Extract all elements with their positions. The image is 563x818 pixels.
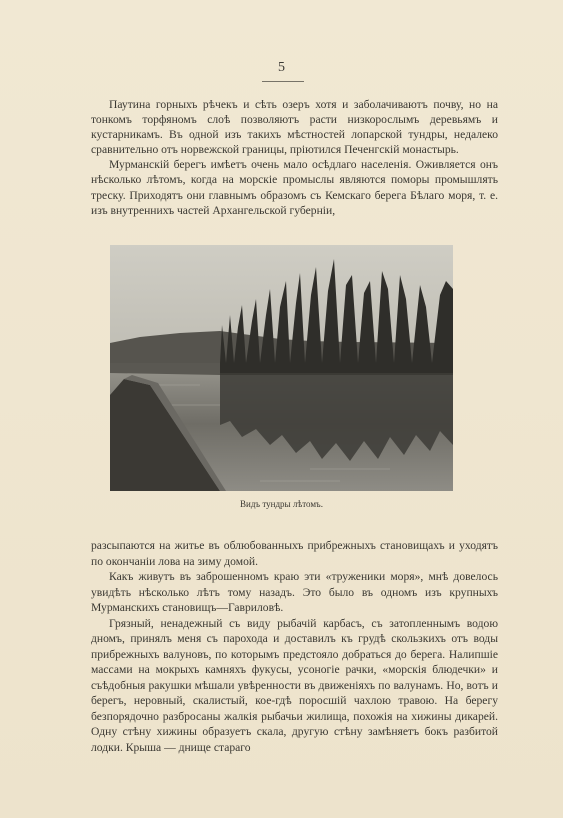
paragraph: Паутина горныхъ рѣчекъ и сѣть озеръ хотя и заболачиваютъ почву, но на тонкомъ торфяномъ слоѣ позволяютъ расти низкорослымъ деревьямъ и кустарникамъ. Въ одной изъ такихъ мѣстностей лопарской тундры, недалеко сравнительно отъ норвежской границы, пріютился Печенгскій монастырь. (91, 98, 498, 157)
paragraph: Грязный, ненадежный съ виду рыбачій карбасъ, съ затопленнымъ водою дномъ, принялъ меня съ парохода и доставилъ къ грудѣ скользкихъ отъ воды прибрежныхъ валуновъ, по которымъ предстояло добраться до берега. Налипшіе массами на мокрыхъ камняхъ фукусы, усоногіе рачки, «морскія блюдечки» и съѣдобныя ракушки мѣшали увѣренности въ движеніяхъ по валунамъ. Но, вотъ и берегъ, неровный, скалистый, кое-гдѣ поросшій чахлою травою. На берегу безпорядочно разбросаны жалкія рыбачьи жилища, похожія на хижины дикарей. Одну стѣну хижины образуетъ скала, другую стѣну замѣняетъ бокъ разбитой лодки. Крыша — днище стараго (91, 616, 498, 754)
paragraph: Мурманскій берегъ имѣетъ очень мало осѣдлаго населенія. Оживляется онъ нѣсколько лѣтомъ, когда на морскіе промыслы являются поморы промышлять треску. Приходятъ они главнымъ образомъ съ Кемскаго берега Бѣлаго моря, т. е. изъ внутреннихъ частей Архангельской губерніи, (91, 158, 498, 217)
paragraph: разсыпаются на житье въ облюбованныхъ прибрежныхъ становищахъ и уходятъ по окончаніи лова на зиму домой. (91, 539, 498, 568)
photo-caption: Видъ тундры лѣтомъ. (240, 499, 323, 509)
paragraph: Какъ живутъ въ заброшенномъ краю эти «труженики моря», мнѣ довелось увидѣть нѣсколько лѣтъ тому назадъ. Это было въ одномъ изъ крупныхъ Мурманскихъ становищъ—Гавриловѣ. (91, 570, 498, 614)
top-text-block (91, 97, 498, 218)
tundra-photo (110, 245, 453, 491)
page-number: 5 (278, 60, 285, 75)
bottom-text-block (91, 538, 498, 755)
page-number-rule (262, 81, 304, 82)
